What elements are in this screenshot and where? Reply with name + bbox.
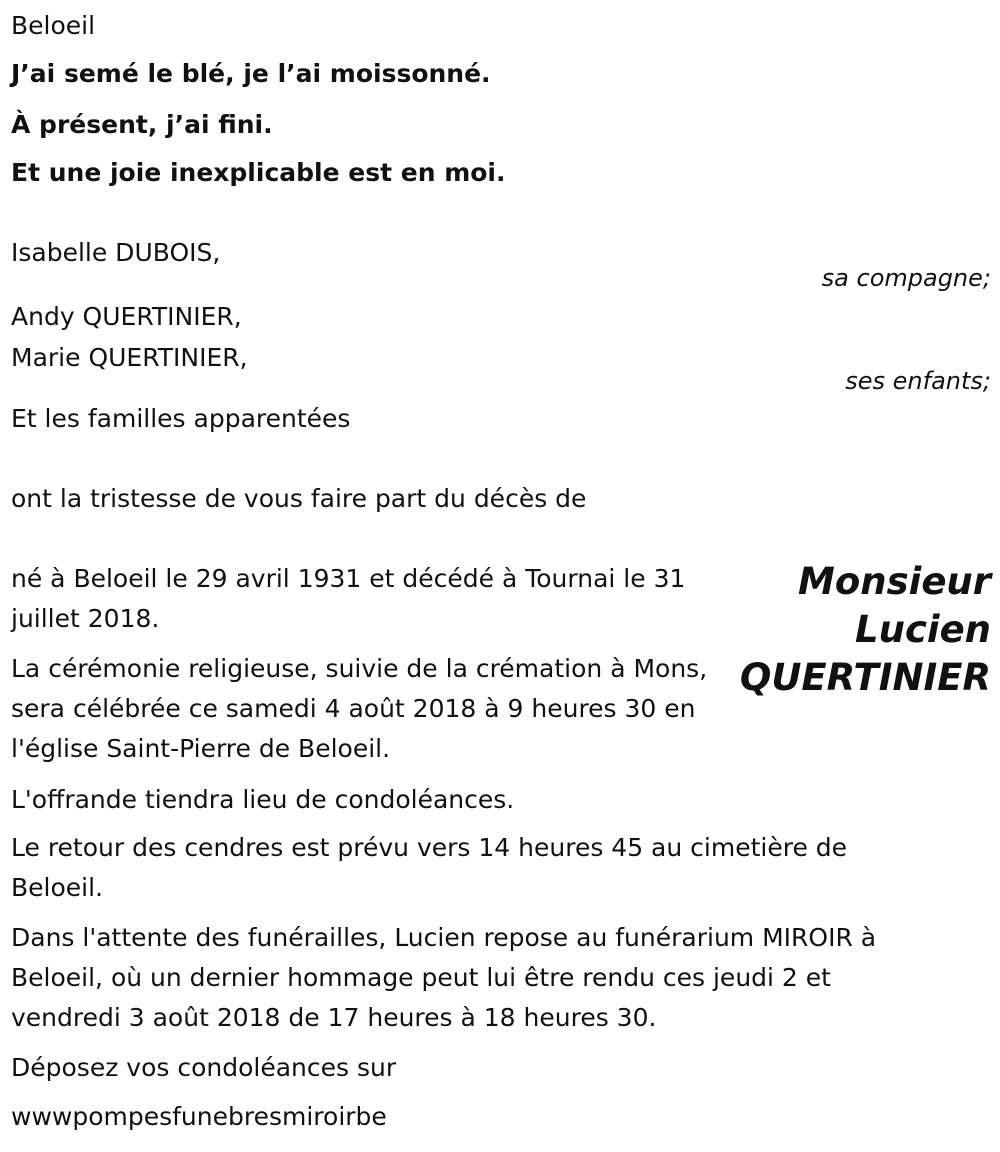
ceremony-paragraph: La cérémonie religieuse, suivie de la crémation à Mons, sera célébrée ce samedi 4 août 2018 à 9 heures 30 en l'église Saint-Pierre de Beloeil. xyxy=(11,654,708,763)
location-header: Beloeil xyxy=(11,11,96,40)
condolences-label: Déposez vos condoléances sur xyxy=(11,1053,397,1082)
viewing-paragraph: Dans l'attente des funérailles, Lucien repose au funérarium MIROIR à Beloeil, où un dernier hommage peut lui être rendu ces jeudi 2 et vendredi 3 août 2018 de 17 heures à 18 heures 30. xyxy=(11,923,877,1032)
condolences-website: wwwpompesfunebresmiroirbe xyxy=(11,1102,387,1131)
deceased-title: Monsieur xyxy=(798,560,991,603)
verse-line-2: À présent, j’ai fini. xyxy=(11,110,273,139)
child-name-1: Andy QUERTINIER, xyxy=(11,302,242,331)
verse-line-1: J’ai semé le blé, je l’ai moissonné. xyxy=(11,59,491,88)
obituary-notice xyxy=(11,0,991,1152)
partner-relation: sa compagne; xyxy=(821,264,991,292)
offering-paragraph: L'offrande tiendra lieu de condoléances. xyxy=(11,785,515,814)
deceased-last-name: QUERTINIER xyxy=(739,656,991,699)
birth-death-paragraph: né à Beloeil le 29 avril 1931 et décédé à Tournai le 31 juillet 2018. xyxy=(11,564,686,633)
verse-line-3: Et une joie inexplicable est en moi. xyxy=(11,158,506,187)
relatives-line: Et les familles apparentées xyxy=(11,404,351,433)
ashes-paragraph: Le retour des cendres est prévu vers 14 heures 45 au cimetière de Beloeil. xyxy=(11,833,848,902)
deceased-name xyxy=(740,558,991,702)
child-name-2: Marie QUERTINIER, xyxy=(11,343,248,372)
announcement-line: ont la tristesse de vous faire part du décès de xyxy=(11,484,587,513)
partner-name: Isabelle DUBOIS, xyxy=(11,238,221,267)
children-relation: ses enfants; xyxy=(845,367,991,395)
deceased-first-name: Lucien xyxy=(855,608,991,651)
